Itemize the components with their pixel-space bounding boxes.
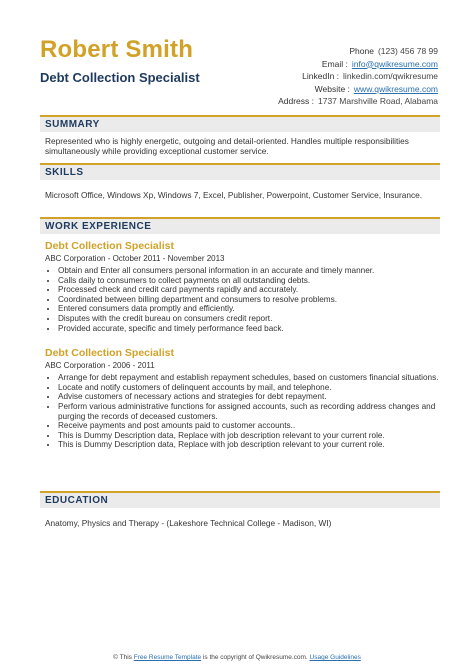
- job-entry: [40, 347, 440, 450]
- contact-label: Address :: [278, 96, 314, 106]
- list-item: • This is Dummy Description data, Replace with job description relevant to your current role.: [58, 431, 440, 441]
- contact-row: [178, 83, 438, 96]
- footer-middle: is the copyright of Qwikresume.com.: [202, 654, 308, 661]
- contact-block: [178, 45, 438, 108]
- summary-text: Represented who is highly energetic, outgoing and detail-oriented. Handles multiple responsibilities simultaneously while providing exceptional customer service.: [45, 136, 409, 156]
- footer-prefix: © This: [113, 654, 132, 661]
- list-item: • Receive payments and post amounts paid to customer accounts..: [58, 421, 440, 431]
- contact-row: [178, 70, 438, 83]
- list-item: • Advise customers of necessary actions and strategies for debt repayment.: [58, 392, 440, 402]
- job-meta: ABC Corporation - October 2011 - November 2013: [45, 254, 225, 263]
- contact-link[interactable]: www.qwikresume.com: [353, 83, 438, 94]
- summary-heading: SUMMARY: [40, 115, 440, 132]
- education-text: Anatomy, Physics and Therapy - (Lakeshore Technical College - Madison, WI): [45, 518, 332, 528]
- candidate-name: Robert Smith: [40, 36, 194, 63]
- contact-value: (123) 456 78 99: [377, 46, 438, 56]
- education-heading: EDUCATION: [40, 491, 440, 508]
- job-bullets: [40, 266, 440, 333]
- job-title: Debt Collection Specialist: [45, 240, 174, 252]
- job-bullets: [40, 373, 440, 450]
- list-item: • Obtain and Enter all consumers personal information in an accurate and timely manner.: [58, 266, 440, 276]
- experience-section: [40, 217, 440, 450]
- skills-heading: SKILLS: [40, 163, 440, 180]
- contact-value: linkedin.com/qwikresume: [343, 71, 438, 81]
- experience-heading: WORK EXPERIENCE: [40, 217, 440, 234]
- skills-section: [40, 163, 440, 200]
- list-item: • Disputes with the credit bureau on consumers credit report.: [58, 314, 440, 324]
- list-item: • Provided accurate, specific and timely performance feed back.: [58, 324, 440, 334]
- list-item: • Calls daily to consumers to collect payments on all outstanding debts.: [58, 276, 440, 286]
- free-resume-template-link[interactable]: Free Resume Template: [133, 654, 202, 661]
- list-item: • Perform various administrative functions for assigned accounts, such as recording address changes and purging the records of deceased customers.: [58, 402, 440, 421]
- list-item: • Processed check and credit card payments rapidly and accurately.: [58, 285, 440, 295]
- list-item: • Coordinated between billing department and consumers to resolve problems.: [58, 295, 440, 305]
- job-title: Debt Collection Specialist: [45, 347, 174, 360]
- education-section: [40, 491, 440, 528]
- list-item: • Entered consumers data promptly and efficiently.: [58, 304, 440, 314]
- contact-label: Phone: [349, 46, 374, 56]
- summary-section: [40, 115, 440, 156]
- contact-row: [178, 45, 438, 58]
- list-item: • Arrange for debt repayment and establish repayment schedules, based on customers financial situations.: [58, 373, 440, 383]
- contact-label: Email :: [321, 58, 348, 69]
- contact-value: 1737 Marshville Road, Alabama: [317, 96, 438, 106]
- contact-label: Website :: [314, 83, 350, 94]
- job-meta: ABC Corporation - 2006 - 2011: [45, 361, 155, 371]
- contact-label: LinkedIn :: [302, 71, 340, 81]
- footer: [0, 654, 474, 661]
- candidate-title: Debt Collection Specialist: [40, 70, 200, 85]
- skills-text: Microsoft Office, Windows Xp, Windows 7, Excel, Publisher, Powerpoint, Customer Service, Insurance.: [45, 190, 423, 200]
- list-item: • This is Dummy Description data, Replace with job description relevant to your current role.: [58, 440, 440, 450]
- usage-guidelines-link[interactable]: Usage Guidelines: [309, 654, 361, 661]
- contact-row: [178, 95, 438, 108]
- contact-link[interactable]: info@qwikresume.com: [351, 58, 438, 69]
- contact-row: [178, 58, 438, 71]
- job-entry: [40, 240, 440, 333]
- resume-header: [0, 0, 474, 110]
- list-item: • Locate and notify customers of delinquent accounts by mail, and telephone.: [58, 383, 440, 393]
